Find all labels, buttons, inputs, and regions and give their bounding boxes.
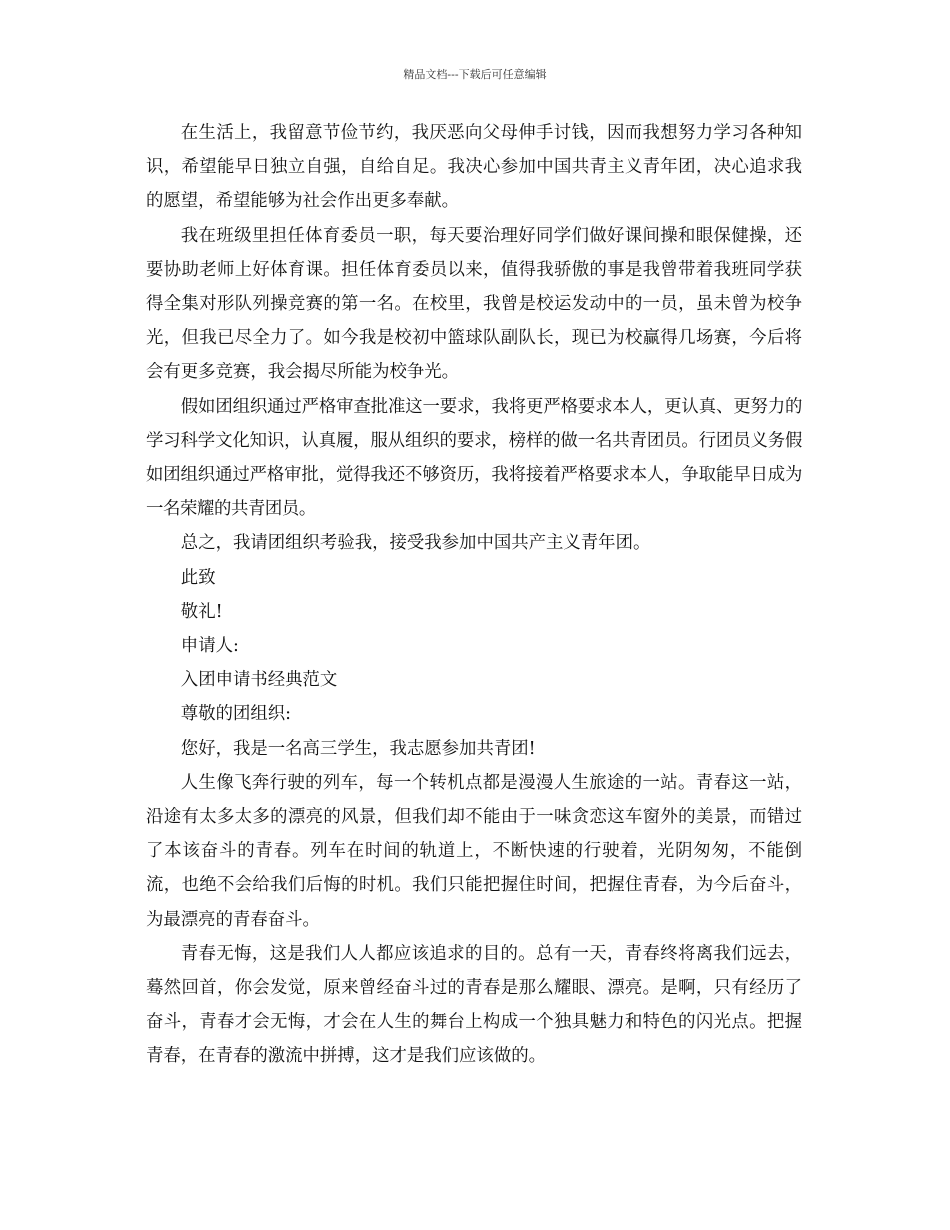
closing-line: 此致 [180, 567, 216, 588]
paragraph: 人生像飞奔行驶的列车，每一个转机点都是漫漫人生旅途的一站。青春这一站，沿途有太多太多的漂亮的风景，但我们却不能由于一味贪恋这车窗外的美景，而错过了本该奋斗的青春。列车在时间的轨道上，不断快速的行驶着，光阴匆匆，不能倒流，也绝不会给我们后悔的时机。我们只能把握住时间，把握住青春，为今后奋斗，为最漂亮的青春奋斗。 [146, 772, 802, 930]
section-title: 入团申请书经典范文 [180, 670, 338, 691]
paragraph: 我在班级里担任体育委员一职，每天要治理好同学们做好课间操和眼保健操，还要协助老师上好体育课。担任体育委员以来，值得我骄傲的事是我曾带着我班同学获得全集对形队列操竞赛的第一名。在校里，我曾是校运发动中的一员，虽未曾为校争光，但我已尽全力了。如今我是校初中篮球队副队长，现已为校赢得几场赛，今后将会有更多竞赛，我会揭尽所能为校争光。 [146, 225, 802, 383]
paragraph: 您好，我是一名高三学生，我志愿参加共青团! [180, 738, 536, 759]
paragraph: 假如团组织通过严格审查批准这一要求，我将更严格要求本人，更认真、更努力的学习科学文化知识，认真履，服从组织的要求，榜样的做一名共青团员。行团员义务假如团组织通过严格审批，觉得我还不够资历，我将接着严格要求本人，争取能早日成为一名荣耀的共青团员。 [146, 396, 802, 520]
document-body [146, 116, 802, 1074]
page-header: 精品文档---下载后可任意编辑 [403, 68, 547, 81]
paragraph: 总之，我请团组织考验我，接受我参加中国共产主义青年团。 [180, 533, 651, 554]
salutation-line: 敬礼! [180, 601, 223, 622]
greeting-line: 尊敬的团组织: [180, 704, 292, 725]
paragraph: 在生活上，我留意节俭节约，我厌恶向父母伸手讨钱，因而我想努力学习各种知识，希望能早日独立自强，自给自足。我决心参加中国共青主义青年团，决心追求我的愿望，希望能够为社会作出更多奉献。 [146, 123, 802, 212]
paragraph: 青春无悔，这是我们人人都应该追求的目的。总有一天，青春终将离我们远去，蓦然回首，你会发觉，原来曾经奋斗过的青春是那么耀眼、漂亮。是啊，只有经历了奋斗，青春才会无悔，才会在人生的舞台上构成一个独具魅力和特色的闪光点。把握青春，在青春的激流中拼搏，这才是我们应该做的。 [146, 943, 802, 1067]
applicant-line: 申请人: [180, 636, 239, 657]
